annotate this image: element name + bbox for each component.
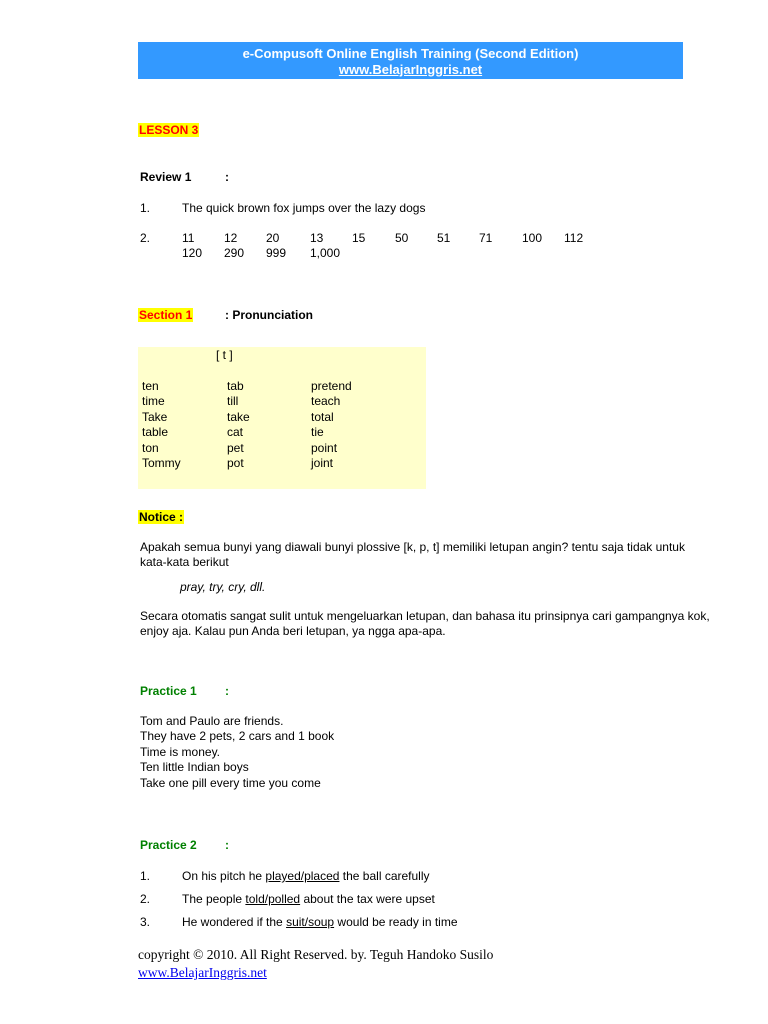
word-cell: Tommy [142,456,181,470]
practice-1-line: Tom and Paulo are friends. [140,714,284,728]
header-website-link[interactable]: www.BelajarInggris.net [338,62,483,77]
practice-1-line: Take one pill every time you come [140,775,321,790]
word-cell: pet [227,440,244,455]
sentence-text: the ball carefully [339,869,430,883]
sentence-text: The people [182,892,246,906]
practice-2-colon: : [225,838,229,852]
phoneme-label: [ t ] [216,348,233,362]
number-value: 290 [224,246,245,260]
notice-paragraph-2: Secara otomatis sangat sulit untuk mengeluarkan letupan, dan bahasa itu prinsipnya cari gampangnya kok, enjoy aja. Kalau pun Anda beri letupan, ya ngga apa-apa. [140,609,710,638]
word-cell: till [227,394,239,409]
word-cell: pot [227,456,244,470]
word-cell: total [311,409,334,424]
review-colon: : [225,170,229,184]
word-choice: played/placed [265,869,340,883]
practice-2-sentence [182,892,435,906]
header-banner [138,42,683,79]
review-item-number: 1. [140,201,151,215]
sentence-text: On his pitch he [182,869,266,883]
word-cell: Take [142,409,168,424]
word-cell: tie [311,425,324,440]
number-value: 50 [395,231,409,245]
notice-example: pray, try, cry, dll. [180,580,266,594]
sentence-text: about the tax were upset [300,892,435,906]
pronunciation-table [138,347,426,489]
number-value: 100 [522,231,543,245]
word-cell: table [142,425,169,440]
practice-2-number: 3. [140,915,151,929]
section-label: Section 1 [139,308,193,322]
practice-2-number: 1. [140,869,151,883]
footer-link[interactable]: www.BelajarInggris.net [138,965,267,980]
number-value: 15 [352,231,366,245]
footer-copyright: copyright © 2010. All Right Reserved. by. Teguh Handoko Susilo [138,947,494,962]
word-cell: point [311,440,338,455]
word-cell: time [142,394,165,409]
word-cell: pretend [311,379,352,393]
word-choice: told/polled [245,892,301,906]
number-value: 112 [564,231,584,245]
word-cell: take [227,409,250,424]
number-value: 20 [266,231,280,245]
review-item-text: The quick brown fox jumps over the lazy dogs [182,201,426,215]
practice-2-sentence [182,915,458,929]
sentence-text: would be ready in time [334,915,458,929]
number-value: 120 [182,246,203,260]
practice-1-line: They have 2 pets, 2 cars and 1 book [140,729,335,744]
practice-2-number: 2. [140,892,151,906]
practice-1-line: Time is money. [140,744,221,759]
notice-paragraph-1: Apakah semua bunyi yang diawali bunyi plossive [k, p, t] memiliki letupan angin? tentu saja tidak untuk kata-kata berikut [140,540,685,569]
notice-label: Notice : [139,510,184,524]
section-title: : Pronunciation [225,308,313,322]
header-title: e-Compusoft Online English Training (Second Edition) [242,46,579,61]
lesson-label: LESSON 3 [139,123,199,137]
word-cell: ten [142,379,159,393]
word-cell: joint [311,456,334,470]
word-choice: suit/soup [286,915,335,929]
practice-1-colon: : [225,684,229,698]
number-value: 13 [310,231,324,245]
word-cell: teach [311,394,341,409]
number-value: 11 [182,231,195,245]
practice-1-label: Practice 1 [140,684,197,698]
practice-2-sentence [182,869,430,883]
number-value: 1,000 [310,246,341,260]
word-cell: ton [142,440,159,455]
review-item-number: 2. [140,231,151,245]
number-value: 999 [266,246,287,260]
number-value: 51 [437,231,451,245]
word-cell: tab [227,379,244,393]
number-value: 71 [479,231,493,245]
word-cell: cat [227,425,244,440]
review-label: Review 1 [140,170,192,184]
number-value: 12 [224,231,238,245]
sentence-text: He wondered if the [182,915,287,929]
practice-1-line: Ten little Indian boys [140,760,249,775]
practice-2-label: Practice 2 [140,838,197,852]
